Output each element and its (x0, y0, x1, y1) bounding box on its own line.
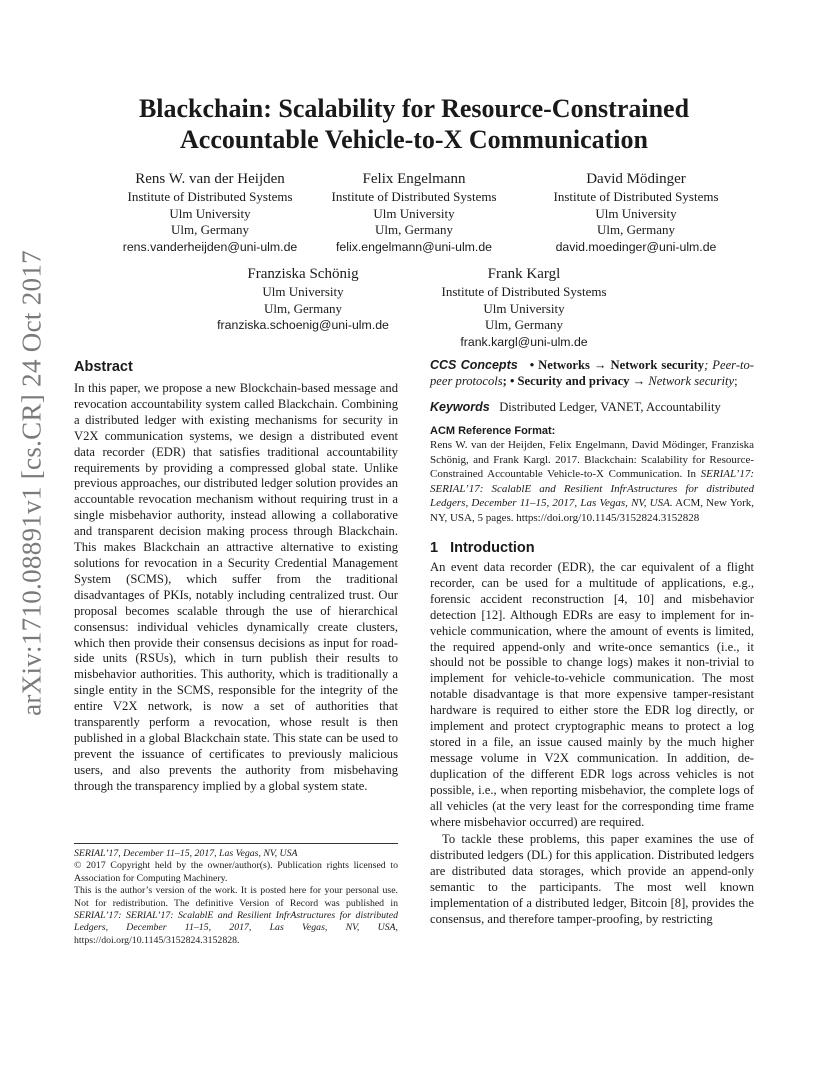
acm-reference-heading: ACM Reference Format: (430, 425, 556, 437)
footnote-divider (74, 843, 398, 844)
author-affiliation: Ulm University (169, 205, 251, 221)
author-affiliation: Ulm, Germany (264, 300, 342, 316)
arxiv-identifier: arXiv:1710.08891v1 [cs.CR] 24 Oct 2017 (16, 250, 47, 716)
author-affiliation: Ulm University (373, 205, 455, 221)
intro-paragraph-1: An event data recorder (EDR), the car equivalent of a flight recorder, can be used for a multitude of applications, e.g., forensic accident reconstruction [4, 10] and misbehavior detection [12]. Although EDRs are easy to implement for in-vehicle communication, where the amount of events is limited, the required append-only and write-once semantics (i.e., it should not be possible to change logs) makes it non-trivial to implement for vehicle-to-vehicle communication. The most notable disadvantage is that more expensive tamper-resistant hardware is required to either store the EDR log directly, or implement and protect cryptographic means to protect a log stored in a file, an issue caused mainly by the much higher message volume in V2X communication. In addition, de-duplication of the different EDR logs across vehicles is not possible, i.e., when reporting misbehavior, the complete logs of all vehicles (at the very least for the corresponding time frame where misbehavior occurred) are required. (430, 560, 754, 829)
footnote (74, 848, 398, 947)
author-affiliation: Institute of Distributed Systems (331, 189, 497, 204)
author-block (526, 170, 746, 255)
acm-reference-text: Rens W. van der Heijden, Felix Engelmann, David Mödinger, Franziska Schönig, and Frank Kargl. 2017. Blackchain: Scalability for Resource-Constrained Accountable Vehicle-to-X Communication. In SERIAL’17: SERIAL’17: ScalablE and Resilient InfrAstructures for distributed Ledgers, December 11–15, 2017, Las Vegas, NV, USA. ACM, New York, NY, USA, 5 pages. https://doi.org/10.1145/3152824.3152828 (430, 439, 754, 524)
author-name: Frank Kargl (487, 266, 561, 282)
author-affiliation: Institute of Distributed Systems (553, 189, 719, 204)
author-affiliation: Ulm University (483, 300, 565, 316)
section-heading-introduction (430, 538, 754, 558)
ccs-concepts: CCS Concepts • Networks → Network security; Peer-to-peer protocols; • Security and privacy → Network security; (430, 358, 755, 388)
author-email: david.moedinger@uni-ulm.de (555, 239, 717, 254)
author-email: franziska.schoenig@uni-ulm.de (217, 318, 389, 332)
title-line-1: Blackchain: Scalability for Resource-Constrained (138, 94, 690, 123)
author-affiliation: Ulm, Germany (171, 222, 249, 237)
author-affiliation: Ulm University (262, 284, 344, 299)
paper-title (60, 93, 768, 155)
abstract-text: In this paper, we propose a new Blockchain-based message and revocation accountability system called Blackchain. Combining a distributed ledger with existing mechanisms for security in V2X communication systems, we design a distributed event data recorder (EDR) that satisfies traditional accountability requirements by providing a compressed global state. Unlike previous approaches, our distributed ledger solution provides an accountable revocation mechanism without requiring trust in a single misbehavior authority, instead allowing a collaborative and transparent decision making process through Blackchain. This makes Blackchain an attractive alternative to existing solutions for revocation in a Security Credential Management System (SCMS), which suffer from the traditional disadvantages of PKIs, notably including centralized trust. Our proposal becomes scalable through the use of hierarchical consensus: individual vehicles dynamically create clusters, which then provide their consensus decisions as input for road-side units (RSUs), which in turn publish their results to misbehavior authorities. This authority, which is traditionally a single entity in the SCMS, responsible for the integrity of the entire V2X network, is now a set of authorities that transparently perform a revocation, whose result is then published in a global Blackchain state. This state can be used to prevent the issuance of certificates to previously malicious users, and also prevents the authority from misbehaving through the transparency implied by a global system state. (74, 381, 398, 793)
author-affiliation: Ulm, Germany (375, 222, 453, 237)
author-affiliation: Ulm University (595, 205, 677, 221)
section-number: 1 (430, 540, 439, 556)
author-block (100, 170, 320, 255)
author-block (414, 265, 634, 350)
author-name: David Mödinger (586, 171, 686, 187)
right-column (430, 357, 754, 928)
footnote-venue: SERIAL’17, December 11–15, 2017, Las Vegas, NV, USA (74, 848, 298, 859)
title-line-2: Accountable Vehicle-to-X Communication (180, 125, 648, 154)
abstract-heading: Abstract (74, 359, 133, 375)
ccs-label: CCS Concepts (430, 358, 518, 372)
section-title: Introduction (450, 540, 535, 556)
left-column (74, 357, 398, 807)
author-block (304, 170, 524, 255)
author-email: rens.vanderheijden@uni-ulm.de (122, 239, 298, 254)
author-affiliation: Ulm, Germany (485, 317, 563, 332)
footnote-version: This is the author’s version of the work. It is posted here for your personal use. Not for redistribution. The definitive Version of Record was published in SERIAL’17: SERIAL’17: ScalablE and Resilient InfrAstructures for distributed Ledgers, December 11–15, 2017, Las Vegas, NV, USA, https://doi.org/10.1145/3152824.3152828. (74, 885, 398, 946)
keywords-label: Keywords (430, 400, 490, 414)
author-block (193, 265, 413, 334)
keywords-text: Distributed Ledger, VANET, Accountability (499, 400, 721, 414)
author-affiliation: Ulm, Germany (597, 222, 675, 237)
keywords (430, 399, 754, 415)
author-name: Felix Engelmann (362, 171, 466, 187)
author-email: felix.engelmann@uni-ulm.de (335, 239, 493, 254)
author-affiliation: Institute of Distributed Systems (441, 284, 607, 299)
author-name: Franziska Schönig (247, 266, 359, 282)
intro-paragraph-2: To tackle these problems, this paper examines the use of distributed ledgers (DL) for this application. Distributed ledgers are distributed data storages, which provide an append-only semantic to the participants. The most well known implementation of a distributed ledger, Bitcoin [8], provides the consensus, and therefore tamper-proofing, by restricting (430, 832, 754, 926)
author-name: Rens W. van der Heijden (135, 171, 285, 187)
author-affiliation: Institute of Distributed Systems (127, 189, 293, 204)
footnote-copyright: © 2017 Copyright held by the owner/author(s). Publication rights licensed to Association for Computing Machinery. (74, 860, 398, 884)
author-email: frank.kargl@uni-ulm.de (460, 334, 588, 349)
